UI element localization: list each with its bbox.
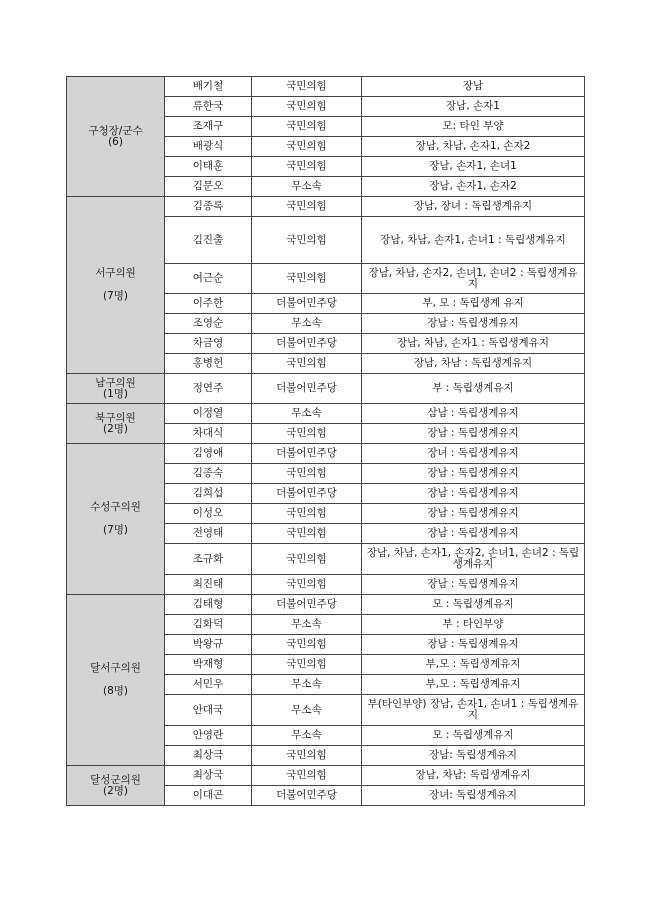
member-name-cell: 최상국 [165,766,252,786]
member-name-cell: 박재형 [165,655,252,675]
member-name-cell: 김화덕 [165,615,252,635]
member-name-cell: 이대곤 [165,786,252,806]
party-cell: 더불어민주당 [252,595,362,615]
family-note-cell: 모 : 독립생계유지 [362,595,585,615]
family-note-cell: 장남, 손자1, 손녀1 [362,157,585,177]
family-note-cell: 부, 모 : 독립생계 유지 [362,294,585,314]
member-name-cell: 최상극 [165,746,252,766]
party-cell: 국민의힘 [252,635,362,655]
member-name-cell: 이성오 [165,504,252,524]
family-note-cell: 부 : 독립생계유지 [362,374,585,404]
group-count: (8명) [102,685,129,697]
party-cell: 국민의힘 [252,217,362,264]
family-note-cell: 장남 : 독립생계유지 [362,484,585,504]
family-note-cell: 부 : 타인부양 [362,615,585,635]
group-cell [67,595,165,766]
party-cell: 국민의힘 [252,264,362,294]
table-row [67,404,585,424]
party-cell: 국민의힘 [252,137,362,157]
member-name-cell: 배광식 [165,137,252,157]
party-cell: 무소속 [252,675,362,695]
party-cell: 무소속 [252,695,362,726]
member-name-cell: 김종록 [165,197,252,217]
party-cell: 국민의힘 [252,424,362,444]
party-cell: 무소속 [252,726,362,746]
member-name-cell: 김종숙 [165,464,252,484]
group-cell [67,404,165,444]
group-count: (1명) [102,387,129,400]
family-note-cell: 장남 : 독립생계유지 [362,575,585,595]
family-note-cell: 삼남 : 독립생계유지 [362,404,585,424]
family-note-cell: 장녀: 독립생계유지 [362,786,585,806]
family-note-cell: 장남, 차남, 손자1 : 독립생계유지 [362,334,585,354]
table-row [67,197,585,217]
family-note-cell: 장남 : 독립생계유지 [362,524,585,544]
member-name-cell: 최진태 [165,575,252,595]
group-cell [67,444,165,595]
member-name-cell: 김희섭 [165,484,252,504]
family-note-cell: 장남 : 독립생계유지 [362,504,585,524]
group-count: (7명) [102,524,129,536]
family-note-cell: 장남, 장녀 : 독립생계유지 [362,197,585,217]
member-name-cell: 차금영 [165,334,252,354]
member-name-cell: 여근순 [165,264,252,294]
family-note-cell: 장녀 : 독립생계유지 [362,444,585,464]
group-label: 달서구의원 [90,662,141,674]
family-note-cell: 부,모 : 독립생계유지 [362,655,585,675]
party-cell: 더불어민주당 [252,334,362,354]
member-name-cell: 홍병헌 [165,354,252,374]
family-note-cell: 부(타인부양) 장남, 손자1, 손녀1 : 독립생계유지 [362,695,585,726]
member-name-cell: 차대식 [165,424,252,444]
group-label: 남구의원 [95,376,136,389]
family-note-cell: 장남, 차남 : 독립생계유지 [362,354,585,374]
party-cell: 국민의힘 [252,97,362,117]
family-note-cell: 부,모 : 독립생계유지 [362,675,585,695]
member-name-cell: 서민우 [165,675,252,695]
disclosure-table [66,76,585,806]
party-cell: 국민의힘 [252,524,362,544]
member-name-cell: 배기철 [165,77,252,97]
member-name-cell: 이주한 [165,294,252,314]
family-note-cell: 장남 : 독립생계유지 [362,314,585,334]
party-cell: 더불어민주당 [252,374,362,404]
family-note-cell: 장남 : 독립생계유지 [362,424,585,444]
party-cell: 국민의힘 [252,504,362,524]
group-count: (2명) [102,422,129,435]
family-note-cell: 장남, 차남: 독립생계유지 [362,766,585,786]
party-cell: 더불어민주당 [252,484,362,504]
party-cell: 더불어민주당 [252,444,362,464]
family-note-cell: 장남, 차남, 손자1, 손자2 [362,137,585,157]
member-name-cell: 조재구 [165,117,252,137]
party-cell: 더불어민주당 [252,786,362,806]
group-label: 구청장/군수 [88,124,143,137]
member-name-cell: 김문오 [165,177,252,197]
group-cell [67,197,165,374]
group-count: (7명) [102,290,129,302]
member-name-cell: 류한국 [165,97,252,117]
family-note-cell: 장남, 차남, 손자1, 손자2, 손녀1, 손녀2 : 독립생계유지 [362,544,585,575]
party-cell: 국민의힘 [252,157,362,177]
party-cell: 무소속 [252,177,362,197]
table-row [67,595,585,615]
family-note-cell: 장남, 손자1, 손자2 [362,177,585,197]
family-note-cell: 장남, 차남, 손자1, 손녀1 : 독립생계유지 [362,217,585,264]
party-cell: 국민의힘 [252,766,362,786]
table-row [67,77,585,97]
member-name-cell: 조규화 [165,544,252,575]
member-name-cell: 박왕규 [165,635,252,655]
table-row [67,766,585,786]
group-label: 서구의원 [95,267,136,279]
party-cell: 국민의힘 [252,655,362,675]
family-note-cell: 모 : 독립생계유지 [362,726,585,746]
party-cell: 국민의힘 [252,117,362,137]
member-name-cell: 전영태 [165,524,252,544]
table-body [67,77,585,806]
member-name-cell: 조영순 [165,314,252,334]
member-name-cell: 김태형 [165,595,252,615]
member-name-cell: 안영란 [165,726,252,746]
group-label: 수성구의원 [90,501,141,513]
party-cell: 국민의힘 [252,197,362,217]
group-count: (2명) [102,784,129,797]
family-note-cell: 장남 : 독립생계유지 [362,464,585,484]
family-note-cell: 장남: 독립생계유지 [362,746,585,766]
party-cell: 국민의힘 [252,746,362,766]
member-name-cell: 이태훈 [165,157,252,177]
party-cell: 국민의힘 [252,575,362,595]
party-cell: 무소속 [252,615,362,635]
group-cell [67,374,165,404]
party-cell: 국민의힘 [252,544,362,575]
party-cell: 국민의힘 [252,354,362,374]
member-name-cell: 안대국 [165,695,252,726]
group-count: (6) [108,135,123,148]
family-note-cell: 모: 타인 부양 [362,117,585,137]
table-row [67,374,585,404]
group-label: 달성군의원 [90,773,141,786]
family-note-cell: 장남 [362,77,585,97]
family-note-cell: 장남 : 독립생계유지 [362,635,585,655]
party-cell: 국민의힘 [252,77,362,97]
party-cell: 무소속 [252,404,362,424]
member-name-cell: 김영애 [165,444,252,464]
party-cell: 더불어민주당 [252,294,362,314]
member-name-cell: 김진출 [165,217,252,264]
group-label: 북구의원 [95,411,136,424]
table-row [67,444,585,464]
family-note-cell: 장남, 차남, 손자2, 손녀1, 손녀2 : 독립생계유지 [362,264,585,294]
party-cell: 국민의힘 [252,464,362,484]
group-cell [67,766,165,806]
member-name-cell: 이정열 [165,404,252,424]
family-note-cell: 장남, 손자1 [362,97,585,117]
party-cell: 무소속 [252,314,362,334]
group-cell [67,77,165,197]
member-name-cell: 정연주 [165,374,252,404]
